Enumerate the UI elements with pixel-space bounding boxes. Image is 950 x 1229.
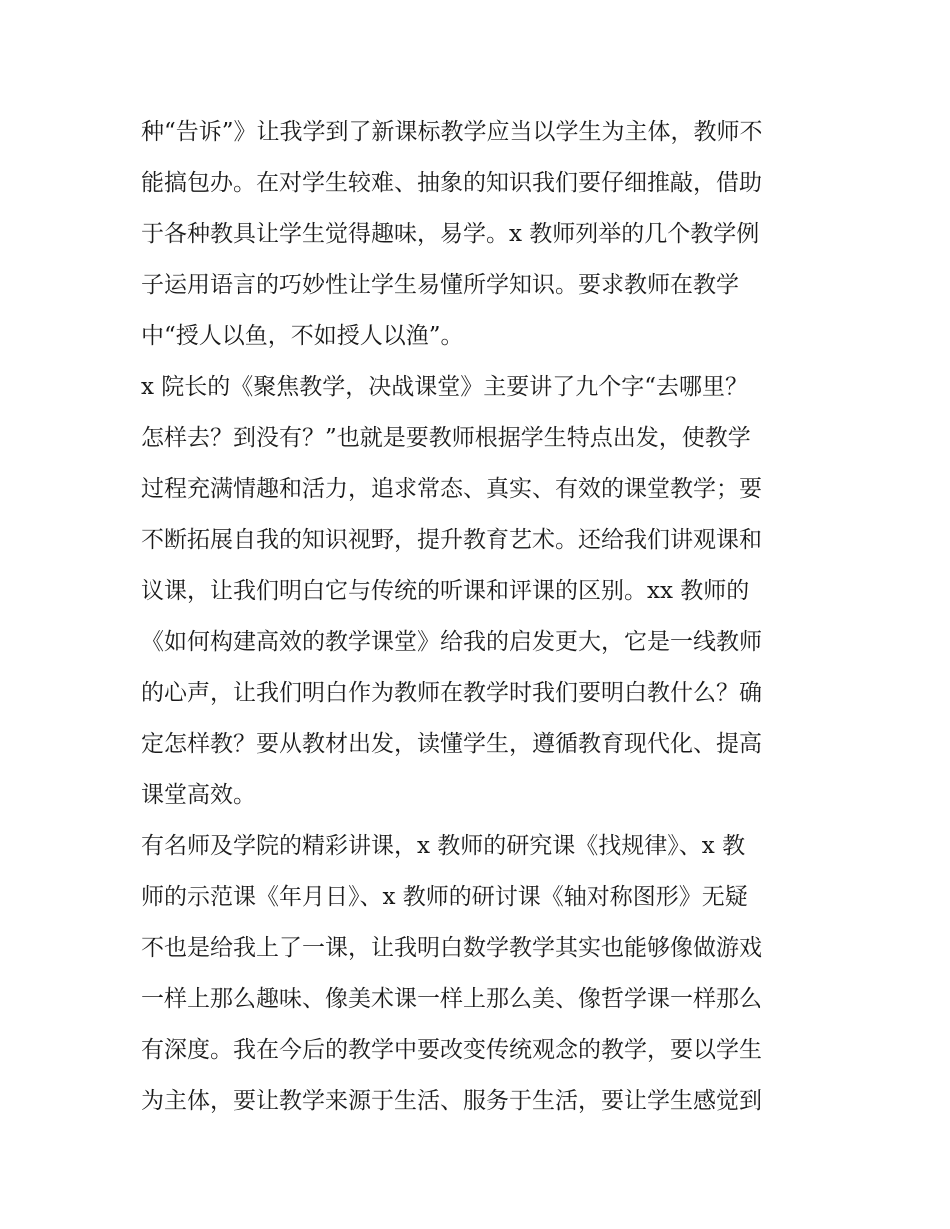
text-line: 不断拓展自我的知识视野，提升教育艺术。还给我们讲观课和 bbox=[141, 527, 762, 553]
text-line: 于各种教具让学生觉得趣味，易学。x 教师列举的几个教学例 bbox=[141, 221, 760, 247]
text-line: 议课，让我们明白它与传统的听课和评课的区别。xx 教师的 bbox=[141, 578, 750, 604]
text-line: 的心声，让我们明白作为教师在教学时我们要明白教什么？确 bbox=[141, 680, 762, 706]
text-line: 《如何构建高效的教学课堂》给我的启发更大，它是一线教师 bbox=[141, 629, 762, 655]
text-line: 中“授人以鱼，不如授人以渔”。 bbox=[141, 323, 464, 349]
text-line: 课堂高效。 bbox=[141, 782, 256, 808]
text-line: 子运用语言的巧妙性让学生易懂所学知识。要求教师在教学 bbox=[141, 272, 739, 298]
text-line: 过程充满情趣和活力，追求常态、真实、有效的课堂教学；要 bbox=[141, 476, 762, 502]
text-line: 怎样去？到没有？”也就是要教师根据学生特点出发，使教学 bbox=[141, 425, 751, 451]
text-line: 师的示范课《年月日》、x 教师的研讨课《轴对称图形》无疑 bbox=[141, 884, 748, 910]
text-line: 能搞包办。在对学生较难、抽象的知识我们要仔细推敲，借助 bbox=[141, 170, 762, 196]
text-line: 有名师及学院的精彩讲课，x 教师的研究课《找规律》、x 教 bbox=[141, 833, 746, 859]
text-line: 种“告诉”》让我学到了新课标教学应当以学生为主体，教师不 bbox=[141, 119, 763, 145]
text-line: 为主体，要让教学来源于生活、服务于生活，要让学生感觉到 bbox=[141, 1088, 762, 1114]
text-line: 定怎样教？要从教材出发，读懂学生，遵循教育现代化、提高 bbox=[141, 731, 762, 757]
text-line: x 院长的《聚焦教学，决战课堂》主要讲了九个字“去哪里？ bbox=[141, 374, 749, 400]
text-line: 不也是给我上了一课，让我明白数学教学其实也能够像做游戏 bbox=[141, 935, 762, 961]
body-text bbox=[141, 107, 813, 1127]
text-line: 有深度。我在今后的教学中要改变传统观念的教学，要以学生 bbox=[141, 1037, 762, 1063]
text-line: 一样上那么趣味、像美术课一样上那么美、像哲学课一样那么 bbox=[141, 986, 762, 1012]
